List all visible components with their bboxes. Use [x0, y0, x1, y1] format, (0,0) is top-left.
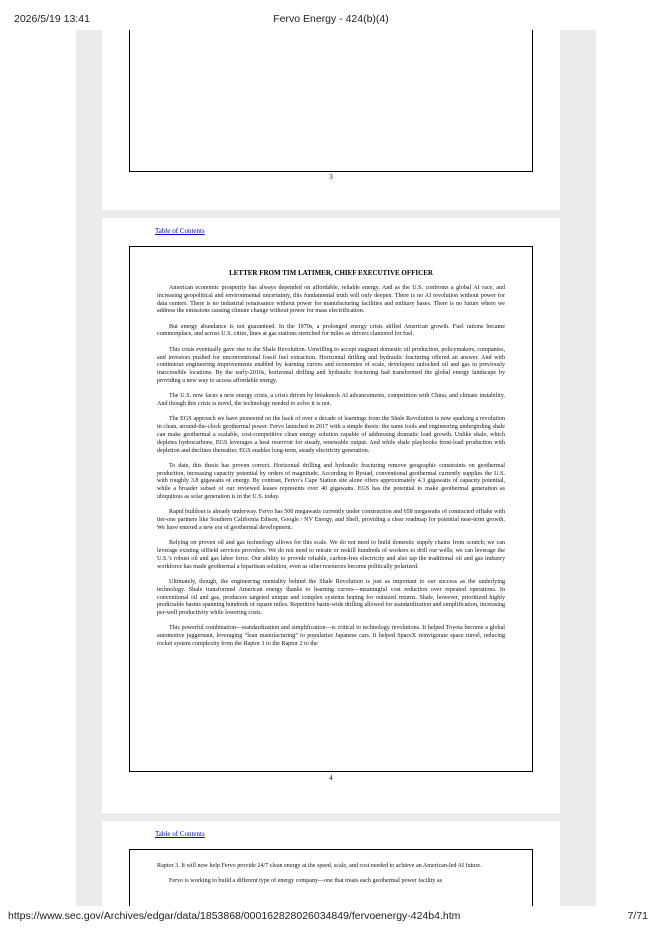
- page-gap: [76, 210, 596, 218]
- paragraph: To date, this thesis has proven correct. Horizontal drilling and hydraulic fracturing remove geographic constraints on geothermal production, increasing capacity potential by orders of magnitude. According to Rystad, conventional geothermal currently supplies the U.S. with roughly 3.8 gigawatts of energy. By contrast, Fervo’s Cape Station site alone offers approximately 4.3 gigawatts of capacity potential, while a broader subset of our reviewed leases represents over 40 gigawatts. EGS has the potential to make geothermal generation as ubiquitous as solar generation is in the U.S. today.: [157, 462, 505, 501]
- letter-body: [157, 863, 505, 886]
- paragraph: Ultimately, though, the engineering mentality behind the Shale Revolution is just as important to our success as the underlying technology. Shale transformed American energy thanks to learning curves—meaningful cost reduction over repeated operations. In conventional oil and gas, producers targeted unique and complex systems hoping for outsized returns. Shale, however, prioritized highly predictable basins spanning hundreds of square miles. Repetitive basin-wide drilling allowed for standardization and simplification, increasing per-well productivity while lowering costs.: [157, 578, 505, 617]
- document-title: Fervo Energy - 424(b)(4): [273, 13, 389, 25]
- letter-body: [157, 285, 505, 649]
- page-number: 4: [329, 774, 333, 782]
- paragraph: Relying on proven oil and gas technology allows for this scale. We do not need to build domestic supply chains from scratch; we can leverage existing oilfield services providers. We do not need to retrain or reskill hundreds of workers to drill our wells; we can leverage the U.S.’s robust oil and gas labor force. Our ability to provide reliable, carbon-free electricity and also tap the traditional oil and gas industry workforce has made geothermal a bipartisan solution, even as other resources become politically polarized.: [157, 540, 505, 570]
- print-header: [0, 0, 662, 30]
- print-footer: [0, 906, 662, 936]
- table-of-contents-link[interactable]: Table of Contents: [155, 227, 205, 235]
- page-4: [102, 218, 560, 813]
- paragraph: The EGS approach we have pioneered on the back of over a decade of learnings from the Shale Revolution is now sparking a revolution in clean, around-the-clock geothermal power. Fervo launched in 2017 with a simple thesis: the same tools and engineering undergirding shale can make geothermal a scalable, cost-competitive clean energy solution capable of addressing dramatic load growth. Unlike shale, which depletes hydrocarbons, EGS leverages a heat reservoir for steady, renewable output. And while shale playbooks front-load production with depletion and declines thereafter, EGS enables long-term, steady electricity generation.: [157, 416, 505, 454]
- document-viewer[interactable]: [0, 30, 662, 906]
- left-margin: [0, 30, 76, 906]
- page-4-content-frame: [129, 246, 533, 772]
- paragraph: Fervo is working to build a different type of energy company—one that treats each geothermal power facility as: [169, 878, 443, 885]
- paragraph: This powerful combination—standardization and simplification—is critical to technology revolutions. It helped Toyota become a global automotive juggernaut, leveraging “lean manufacturing” to popularize Japanese cars. It helped SpaceX reinvigorate space travel, reducing rocket system complexity from the Raptor 1 to the Raptor 2 to the: [157, 625, 505, 647]
- paragraph: The U.S. now faces a new energy crisis, a crisis driven by breakneck AI advancements, competition with China, and climate instability. And though this crisis is novel, the technology needed to solve it is not.: [157, 393, 505, 408]
- paragraph: Raptor 3. It will now help Fervo provide 24/7 clean energy at the speed, scale, and cost needed to achieve an American-led AI future.: [157, 863, 482, 869]
- right-margin: [596, 30, 662, 906]
- paragraph: Rapid buildout is already underway. Fervo has 500 megawatts currently under construction and 658 megawatts of contracted offtake with tier-one partners like Southern California Edison, Google / NV Energy, and Shell, providing a clear roadmap for potential near-term growth. We have entered a new era of geothermal development.: [157, 509, 505, 531]
- page-number: 3: [329, 173, 333, 181]
- table-of-contents-link[interactable]: Table of Contents: [155, 830, 205, 838]
- page-5: [102, 821, 560, 906]
- paragraph: This crisis eventually gave rise to the Shale Revolution. Unwilling to accept stagnant domestic oil production, policymakers, companies, and investors pushed for unconventional fossil fuel extraction. Horizontal drilling and hydraulic fracturing offered an answer. And with continuous engineering improvements enabled by learning curves and economies of scale, developers unlocked oil and gas in previously inaccessible locations. By the early-2010s, horizontal drilling and hydraulic fracturing had transformed the global energy landscape by providing a new way to access affordable energy.: [157, 346, 505, 384]
- page-gap: [76, 813, 596, 821]
- paragraph: But energy abundance is not guaranteed. In the 1970s, a prolonged energy crisis stifled American growth. Fuel rations became commonplace, and across U.S. cities, lines at gas stations stretched for miles as drivers clamored for fuel.: [157, 323, 505, 338]
- viewer-background-left: [76, 30, 102, 906]
- viewer-background-right: [560, 30, 596, 906]
- page-indicator: 7/71: [627, 910, 648, 922]
- paragraph: American economic prosperity has always depended on affordable, reliable energy. And as the U.S. confronts a global AI race, and increasing geopolitical and environmental uncertainty, this fundamental truth will only deepen. There is no AI revolution without power for data centers. There is no industrial renaissance without power for manufacturing facilities and military bases. There is no future where we address the emissions causing climate change without power for mass electrification.: [157, 285, 505, 315]
- page-3-content-frame: [129, 30, 533, 172]
- page-url: https://www.sec.gov/Archives/edgar/data/1853868/000162828026034849/fervoenergy-424b4.htm: [8, 910, 461, 922]
- page-3: [102, 30, 560, 210]
- print-date: 2026/5/19 13:41: [14, 13, 90, 25]
- page-5-content-frame: [129, 849, 533, 906]
- letter-heading: LETTER FROM TIM LATIMER, CHIEF EXECUTIVE OFFICER: [229, 269, 433, 277]
